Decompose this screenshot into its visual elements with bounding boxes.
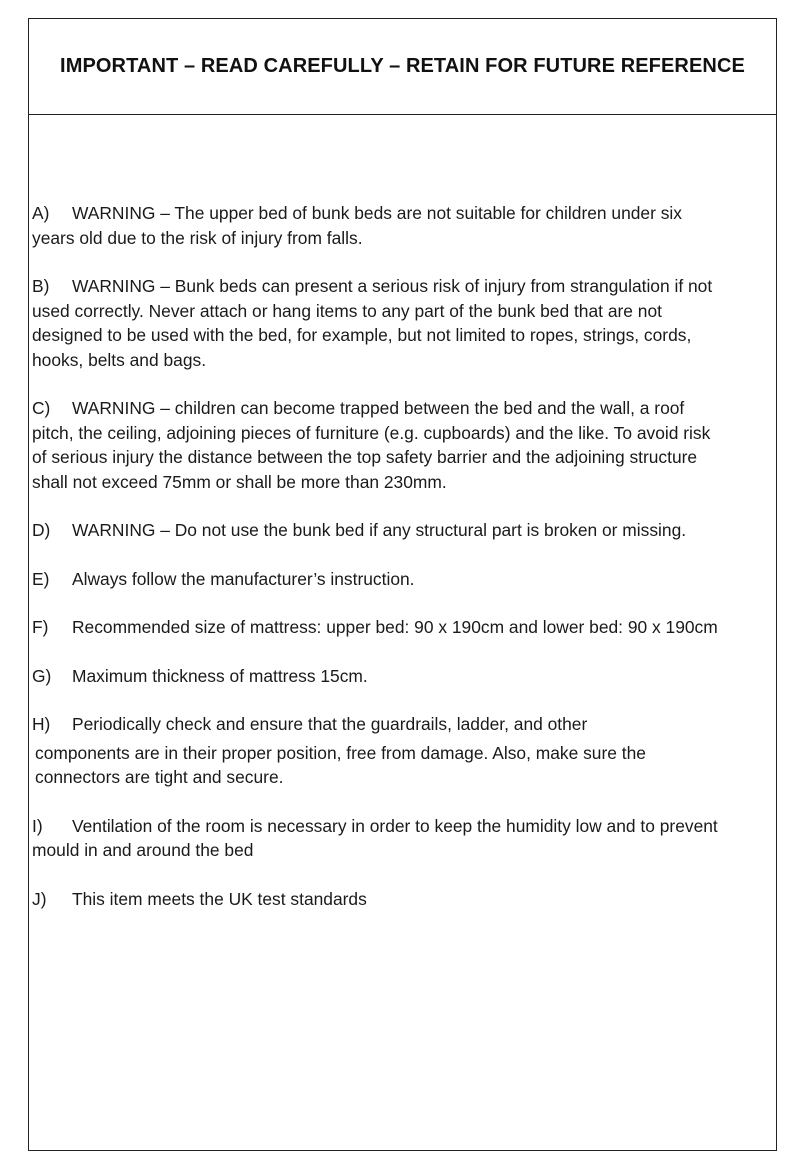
instruction-item-f bbox=[32, 615, 722, 640]
item-text: Recommended size of mattress: upper bed: 90 x 190cm and lower bed: 90 x 190cm bbox=[72, 617, 718, 637]
item-text: WARNING – Do not use the bunk bed if any structural part is broken or missing. bbox=[72, 520, 687, 540]
warnings-list bbox=[32, 201, 722, 935]
item-letter: F) bbox=[32, 617, 49, 637]
instruction-item-g bbox=[32, 664, 722, 689]
item-letter: J) bbox=[32, 888, 47, 909]
warning-item-b bbox=[32, 274, 722, 372]
item-text: Periodically check and ensure that the guardrails, ladder, and other bbox=[72, 714, 588, 734]
instruction-item-j bbox=[32, 887, 722, 912]
item-text: Always follow the manufacturer’s instruction. bbox=[72, 568, 415, 589]
page-title: IMPORTANT – READ CAREFULLY – RETAIN FOR FUTURE REFERENCE bbox=[60, 55, 745, 77]
item-letter: D) bbox=[32, 520, 51, 540]
item-letter: I) bbox=[32, 815, 43, 836]
warning-item-c bbox=[32, 396, 722, 494]
item-letter: C) bbox=[32, 398, 51, 418]
item-letter: H) bbox=[32, 714, 51, 734]
item-text: WARNING – Bunk beds can present a serious risk of injury from strangulation if not used correctly. Never attach or hang items to any part of the bunk bed that are not designed to be used with the bed, for example, but not limited to ropes, strings, cords, hooks, belts and bags. bbox=[32, 276, 713, 370]
item-text: Maximum thickness of mattress 15cm. bbox=[72, 665, 368, 686]
item-letter: A) bbox=[32, 203, 50, 223]
instruction-item-i bbox=[32, 814, 722, 863]
item-letter: B) bbox=[32, 276, 50, 296]
warning-item-a bbox=[32, 201, 722, 250]
item-letter: G) bbox=[32, 665, 52, 686]
item-text: This item meets the UK test standards bbox=[72, 888, 367, 909]
header-box bbox=[29, 19, 776, 115]
instruction-item-e bbox=[32, 567, 722, 592]
item-text: WARNING – The upper bed of bunk beds are not suitable for children under six years old due to the risk of injury from falls. bbox=[32, 203, 682, 248]
item-text: WARNING – children can become trapped between the bed and the wall, a roof pitch, the ceiling, adjoining pieces of furniture (e.g. cupboards) and the like. To avoid risk of serious injury the distance between the top safety barrier and the adjoining structure shall not exceed 75mm or shall be more than 230mm. bbox=[32, 398, 711, 492]
warning-item-d bbox=[32, 518, 722, 543]
item-letter: E) bbox=[32, 568, 50, 589]
instruction-item-h bbox=[32, 712, 722, 790]
item-text-continued: components are in their proper position, free from damage. Also, make sure the connectors are tight and secure. bbox=[35, 742, 646, 787]
item-text: Ventilation of the room is necessary in order to keep the humidity low and to prevent mould in and around the bed bbox=[32, 815, 718, 860]
